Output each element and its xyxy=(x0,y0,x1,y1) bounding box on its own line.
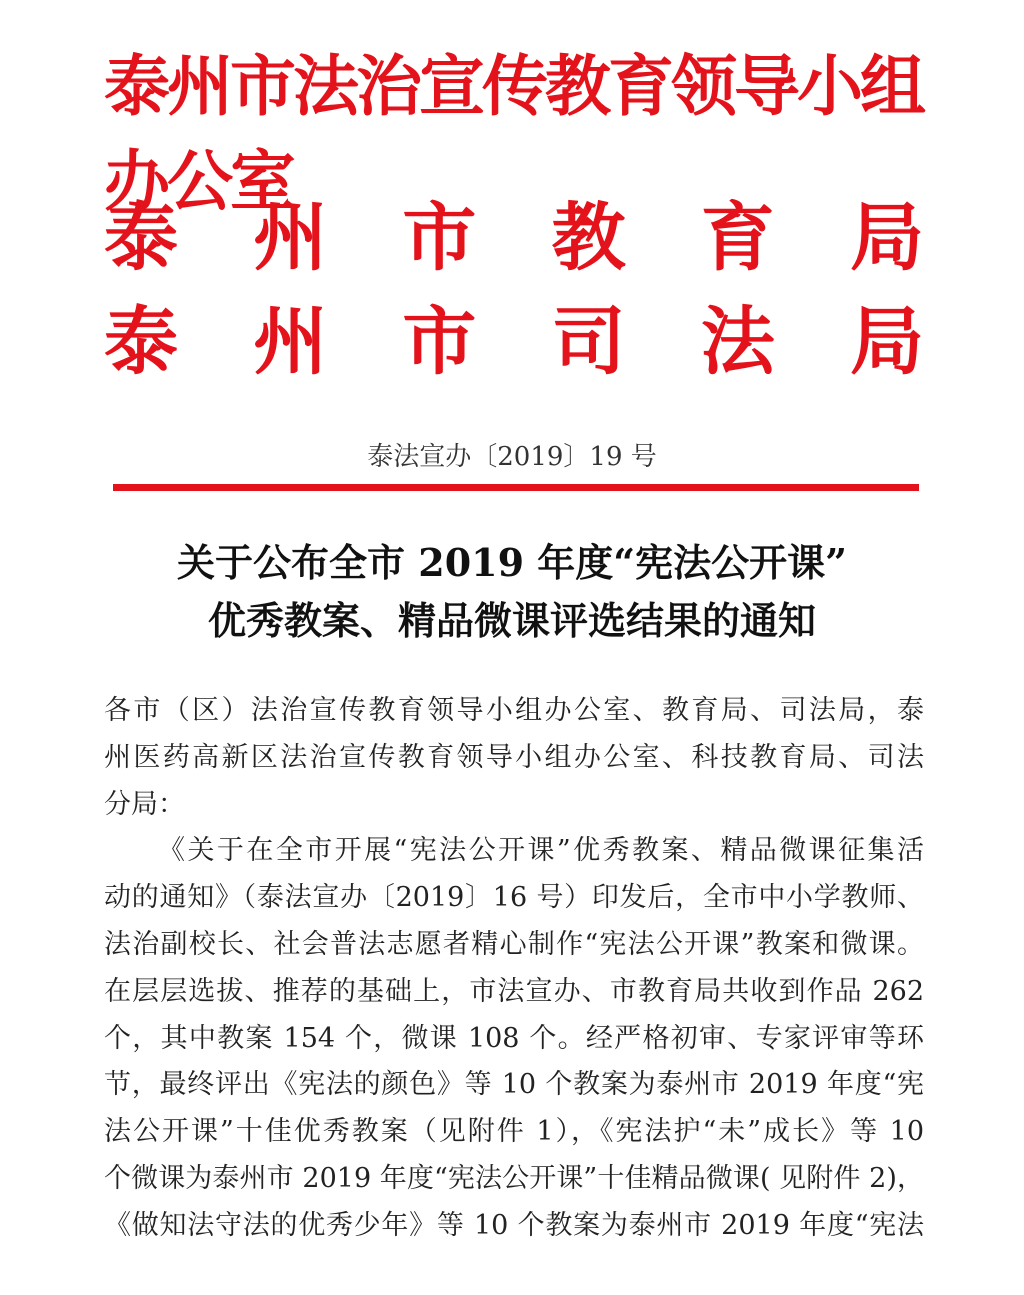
body-line-paragraph: 个，其中教案 154 个，微课 108 个。经严格初审、专家评审等环 xyxy=(104,1022,924,1054)
header-char: 泰 xyxy=(104,299,178,385)
header-char: 局 xyxy=(849,195,924,281)
body-line-paragraph: 《做知法守法的优秀少年》等 10 个教案为泰州市 2019 年度“宪法 xyxy=(104,1209,924,1241)
issuing-bureau-justice-header xyxy=(104,290,924,385)
body-line-paragraph: 动的通知》（泰法宣办〔2019〕16 号）印发后，全市中小学教师、 xyxy=(104,882,924,914)
header-char: 法 xyxy=(700,299,775,385)
document-title-line-1: 关于公布全市 2019 年度“宪法公开课” xyxy=(177,540,847,585)
issuing-office-header xyxy=(104,47,924,220)
header-char: 教 xyxy=(551,195,626,281)
header-char: 司 xyxy=(551,299,626,385)
issuing-bureau-education-header xyxy=(104,186,924,281)
body-line-recipients: 州医药高新区法治宣传教育领导小组办公室、科技教育局、司法 xyxy=(104,741,924,773)
header-char: 局 xyxy=(849,299,924,385)
header-char: 泰 xyxy=(104,195,178,281)
body-line-paragraph: 个微课为泰州市 2019 年度“宪法公开课”十佳精品微课( 见附件 2)， xyxy=(104,1162,924,1194)
header-char: 育 xyxy=(700,195,775,281)
body-line-paragraph: 法公开课”十佳优秀教案（见附件 1），《宪法护“未”成长》等 10 xyxy=(104,1116,924,1148)
document-body xyxy=(104,688,924,1250)
body-line-recipients: 各市（区）法治宣传教育领导小组办公室、教育局、司法局，泰 xyxy=(104,695,924,726)
body-line-paragraph: 法治副校长、社会普法志愿者精心制作“宪法公开课”教案和微课。 xyxy=(104,928,924,960)
header-char: 州 xyxy=(253,195,328,281)
body-line-recipients: 分局： xyxy=(104,788,185,820)
document-title-line-2: 优秀教案、精品微课评选结果的通知 xyxy=(207,598,816,643)
body-line-paragraph: 节，最终评出《宪法的颜色》等 10 个教案为泰州市 2019 年度“宪 xyxy=(104,1069,924,1101)
header-char: 州 xyxy=(253,299,328,385)
body-line-paragraph: 在层层选拔、推荐的基础上，市法宣办、市教育局共收到作品 262 xyxy=(104,975,924,1007)
issuing-office-name: 泰州市法治宣传教育领导小组办公室 xyxy=(104,47,923,220)
red-divider-line xyxy=(113,484,919,491)
header-char: 市 xyxy=(402,195,477,281)
header-char: 市 xyxy=(402,299,477,385)
body-line-paragraph: 《关于在全市开展“宪法公开课”优秀教案、精品微课征集活 xyxy=(158,835,924,867)
document-number: 泰法宣办〔2019〕19 号 xyxy=(367,442,657,472)
